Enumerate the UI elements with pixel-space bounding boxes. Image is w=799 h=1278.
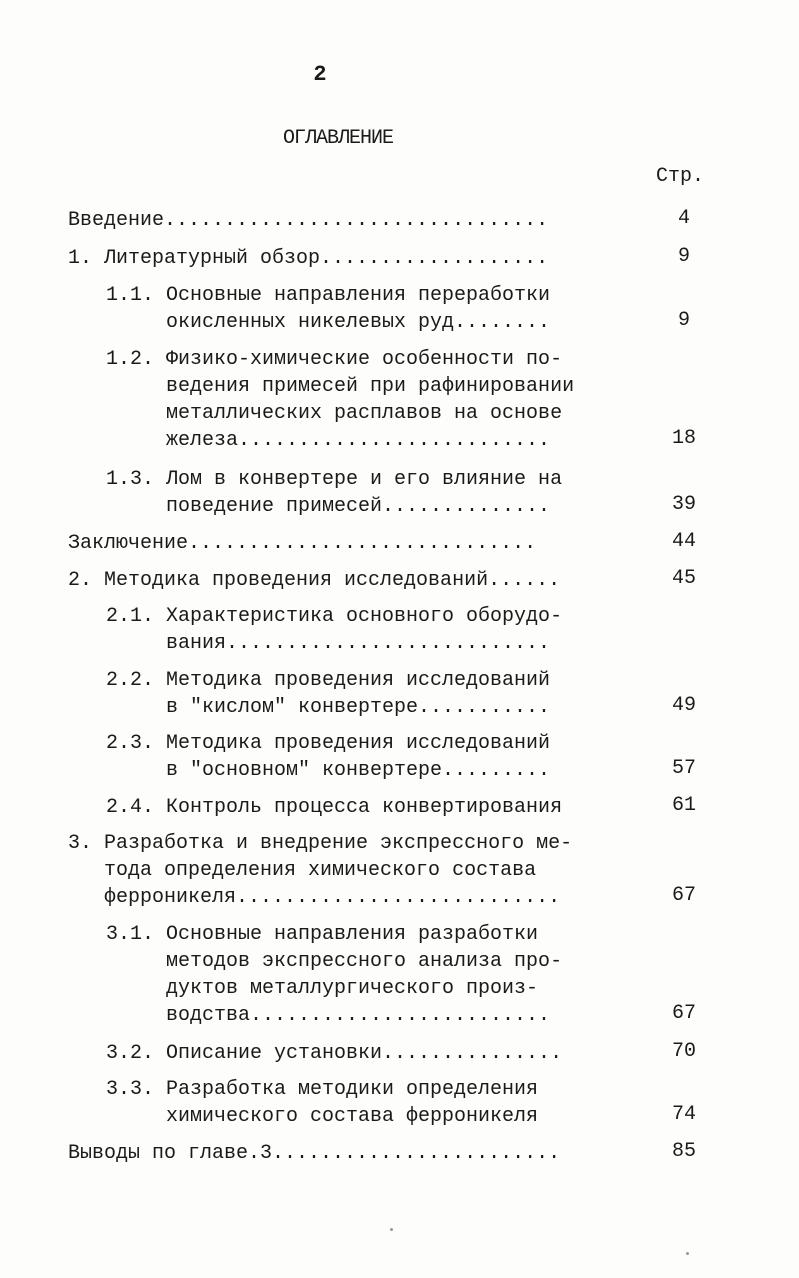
- toc-entry-page: 57: [671, 757, 696, 780]
- toc-entry-text: в "основном" конвертере.........: [166, 759, 551, 782]
- toc-entry-page: 9: [677, 245, 690, 268]
- toc-entry-text: Характеристика основного оборудо-: [166, 605, 563, 628]
- toc-entry-text: Введение................................: [68, 209, 549, 232]
- toc-entry-text: 1. Литературный обзор...................: [68, 247, 549, 270]
- toc-entry-text: тода определения химического состава: [68, 859, 537, 882]
- page-title: ОГЛАВЛЕНИЕ: [282, 127, 394, 150]
- toc-entry-page: 45: [671, 567, 696, 590]
- toc-entry-text: ведения примесей при рафинировании: [166, 375, 575, 398]
- toc-entry-page: 18: [671, 427, 696, 450]
- toc-entry-page: 67: [671, 884, 696, 907]
- toc-entry-text: 2. Методика проведения исследований......: [68, 569, 561, 592]
- toc-entry-number: 3.2.: [106, 1042, 155, 1065]
- toc-entry-number: 2.2.: [106, 669, 155, 692]
- toc-entry-text: Физико-химические особенности по-: [166, 348, 563, 371]
- toc-entry-text: Контроль процесса конвертирования: [166, 796, 563, 819]
- toc-entry-number: 2.3.: [106, 732, 155, 755]
- toc-entry-number: 3.3.: [106, 1078, 155, 1101]
- toc-entry-text: окисленных никелевых руд........: [166, 311, 551, 334]
- page-number: 2: [313, 62, 327, 87]
- toc-entry-page: 70: [671, 1040, 696, 1063]
- toc-entry-page: 44: [671, 530, 696, 553]
- toc-entry-text: Основные направления разработки: [166, 923, 539, 946]
- toc-entry-page: 39: [671, 493, 696, 516]
- toc-entry-page: 9: [677, 309, 690, 332]
- toc-entry-text: Основные направления переработки: [166, 284, 551, 307]
- toc-entry-text: Методика проведения исследований: [166, 732, 551, 755]
- toc-entry-text: Методика проведения исследований: [166, 669, 551, 692]
- toc-entry-text: металлических расплавов на основе: [166, 402, 563, 425]
- toc-entry-text: дуктов металлургического произ-: [166, 977, 539, 1000]
- toc-entry-text: химического состава ферроникеля: [166, 1105, 539, 1128]
- toc-entry-page: 4: [677, 207, 690, 230]
- toc-entry-text: ферроникеля...........................: [68, 886, 561, 909]
- toc-entry-text: железа..........................: [166, 429, 551, 452]
- scan-speck: [686, 1252, 689, 1255]
- toc-entry-text: Выводы по главе.3........................: [68, 1142, 561, 1165]
- toc-entry-text: 3. Разработка и внедрение экспрессного ме-: [68, 832, 573, 855]
- toc-entry-text: вания...........................: [166, 632, 551, 655]
- toc-entry-number: 2.1.: [106, 605, 155, 628]
- toc-entry-page: 74: [671, 1103, 696, 1126]
- toc-entry-page: 49: [671, 694, 696, 717]
- toc-entry-text: Разработка методики определения: [166, 1078, 539, 1101]
- toc-entry-text: водства.........................: [166, 1004, 551, 1027]
- toc-entry-text: Лом в конвертере и его влияние на: [166, 468, 563, 491]
- toc-entry-number: 1.3.: [106, 468, 155, 491]
- toc-entry-number: 1.1.: [106, 284, 155, 307]
- toc-entry-text: методов экспрессного анализа про-: [166, 950, 563, 973]
- toc-entry-text: Описание установки...............: [166, 1042, 563, 1065]
- scan-speck: [390, 1228, 393, 1231]
- toc-entry-number: 1.2.: [106, 348, 155, 371]
- pages-column-header: Стр.: [656, 165, 705, 188]
- toc-entry-text: поведение примесей..............: [166, 495, 551, 518]
- toc-entry-page: 67: [671, 1002, 696, 1025]
- toc-entry-text: Заключение.............................: [68, 532, 537, 555]
- toc-entry-number: 2.4.: [106, 796, 155, 819]
- toc-entry-page: 85: [671, 1140, 696, 1163]
- toc-entry-page: 61: [671, 794, 696, 817]
- toc-entry-number: 3.1.: [106, 923, 155, 946]
- toc-entry-text: в "кислом" конвертере...........: [166, 696, 551, 719]
